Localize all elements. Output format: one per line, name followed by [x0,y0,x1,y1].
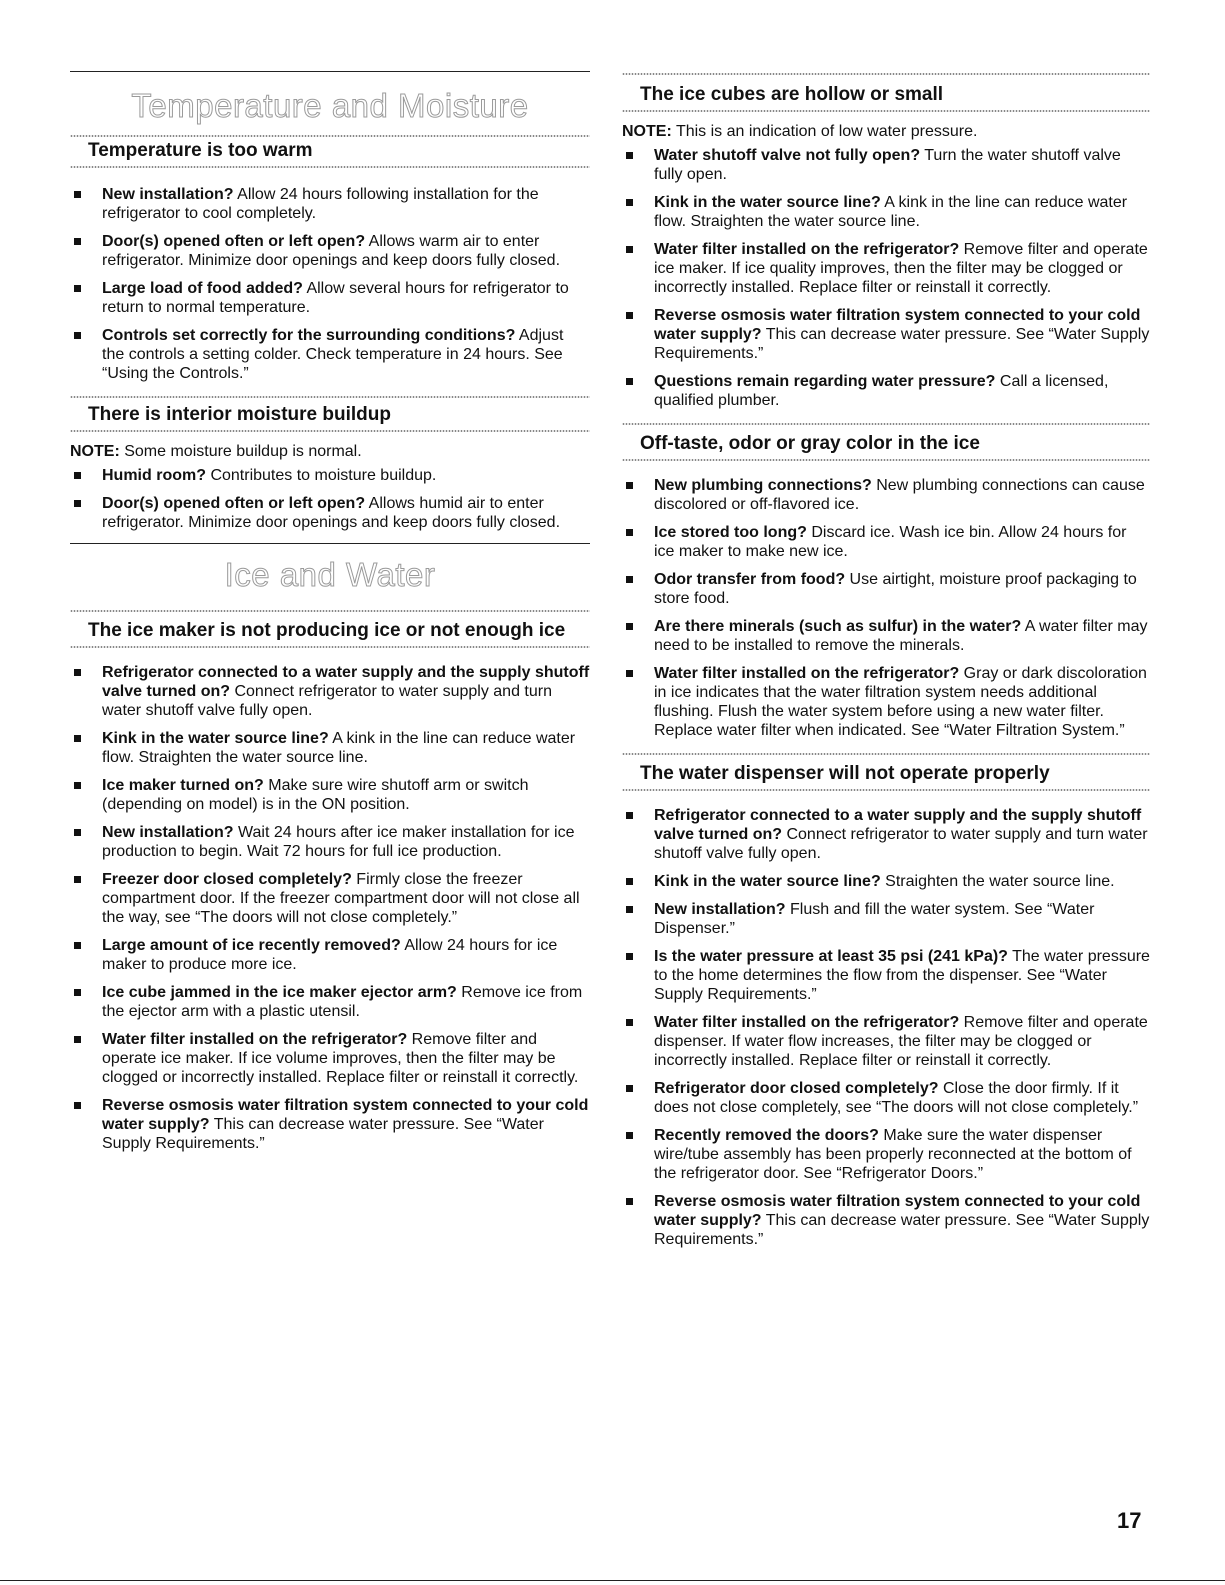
list-item [70,1030,590,1087]
list-ice-maker [70,663,590,1153]
list-item [70,663,590,720]
left-column [70,0,590,1153]
bullet [626,378,633,385]
bullet [626,670,633,677]
dotted-divider [622,458,1150,462]
note-moisture [70,442,590,461]
note-label: NOTE: [70,443,120,460]
list-item [622,476,1150,514]
bullet [626,246,633,253]
item-question: Freezer door closed completely? [102,871,352,888]
item-question: New installation? [102,824,234,841]
bullet [626,312,633,319]
item-question: New plumbing connections? [654,477,872,494]
bullet [626,953,633,960]
bullet [74,238,81,245]
item-answer: Allows humid air to enter refrigerator. Minimize door openings and keep doors fully closed. [102,495,561,531]
bullet [626,482,633,489]
list-item [622,617,1150,655]
list-item [70,232,590,270]
item-answer: New plumbing connections can cause discolored or off-flavored ice. [654,477,1145,513]
item-answer: A water filter may need to be installed to remove the minerals. [654,618,1148,654]
item-answer: Remove ice from the ejector arm with a plastic utensil. [102,984,583,1020]
list-item [70,1096,590,1153]
item-answer: Remove filter and operate ice maker. If ice quality improves, then the filter may be clogged or incorrectly installed. Replace filter or reinstall it correctly. [654,241,1148,296]
list-item [70,279,590,317]
item-question: Water filter installed on the refrigerator? [102,1031,408,1048]
item-answer: Turn the water shutoff valve fully open. [654,147,1121,183]
bullet [74,1102,81,1109]
list-item [622,1192,1150,1249]
bullet [626,1132,633,1139]
list-item [70,494,590,532]
bullet [74,191,81,198]
dotted-divider [622,788,1150,792]
dotted-divider [70,134,590,138]
item-question: Are there minerals (such as sulfur) in the water? [654,618,1022,635]
list-item [622,240,1150,297]
list-item [622,806,1150,863]
dotted-divider [70,395,590,399]
item-question: Water filter installed on the refrigerator? [654,1014,960,1031]
section-title-temperature: Temperature and Moisture [131,87,529,124]
bullet [74,989,81,996]
list-item [70,823,590,861]
item-question: Controls set correctly for the surrounding conditions? [102,327,516,344]
item-answer: A kink in the line can reduce water flow. Straighten the water source line. [102,730,576,766]
item-question: Ice stored too long? [654,524,807,541]
bottom-rule [0,1580,1225,1581]
note-label: NOTE: [622,123,672,140]
list-off-taste [622,476,1150,740]
list-item [70,466,590,485]
item-question: Humid room? [102,467,206,484]
item-answer: A kink in the line can reduce water flow. Straighten the water source line. [654,194,1128,230]
item-question: Odor transfer from food? [654,571,846,588]
list-temperature-too-warm [70,185,590,383]
item-answer: Use airtight, moisture proof packaging to store food. [654,571,1137,607]
item-answer: This can decrease water pressure. See “Water Supply Requirements.” [654,1212,1150,1248]
list-item [70,729,590,767]
item-question: Door(s) opened often or left open? [102,495,366,512]
item-question: Refrigerator connected to a water supply and the supply shutoff valve turned on? [654,807,1142,843]
bullet [74,782,81,789]
item-answer: Wait 24 hours after ice maker installation for ice production to begin. Wait 72 hours for full ice production. [102,824,575,860]
item-answer: Make sure wire shutoff arm or switch (depending on model) is in the ON position. [102,777,529,813]
list-item [622,1013,1150,1070]
item-answer: Call a licensed, qualified plumber. [654,373,1109,409]
bullet [626,576,633,583]
heading-ice-cubes-hollow: The ice cubes are hollow or small [640,84,944,105]
bullet [74,876,81,883]
list-item [70,870,590,927]
list-item [622,1079,1150,1117]
bullet [626,623,633,630]
bullet [74,472,81,479]
bullet [626,529,633,536]
list-interior-moisture [70,466,590,532]
list-item [622,872,1150,891]
list-item [70,936,590,974]
item-question: Ice cube jammed in the ice maker ejector arm? [102,984,457,1001]
item-answer: Allow 24 hours for ice maker to produce more ice. [102,937,558,973]
list-item [622,372,1150,410]
item-answer: Make sure the water dispenser wire/tube assembly has been properly reconnected at the bottom of the refrigerator door. See “Refrigerator Doors.” [654,1127,1132,1182]
dotted-divider [70,165,590,169]
item-answer: Straighten the water source line. [880,873,1115,890]
right-column [622,0,1150,1249]
list-item [70,326,590,383]
top-rule [70,71,590,72]
item-answer: The water pressure to the home determines the flow from the dispenser. See “Water Supply Requirements.” [654,948,1150,1003]
dotted-divider [622,422,1150,426]
item-answer: Allow several hours for refrigerator to return to normal temperature. [102,280,569,316]
dotted-divider [622,72,1150,76]
item-answer: Connect refrigerator to water supply and turn water shutoff valve fully open. [654,826,1148,862]
bullet [626,1019,633,1026]
item-question: Kink in the water source line? [102,730,329,747]
item-answer: Close the door firmly. If it does not close completely, see “The doors will not close completely.” [654,1080,1139,1116]
item-answer: Allow 24 hours following installation for the refrigerator to cool completely. [102,186,539,222]
bullet [626,812,633,819]
item-question: Kink in the water source line? [654,194,881,211]
item-question: Questions remain regarding water pressure? [654,373,996,390]
item-question: Refrigerator connected to a water supply and the supply shutoff valve turned on? [102,664,590,700]
page-number: 17 [1117,1508,1142,1533]
item-question: New installation? [102,186,234,203]
item-answer: Allows warm air to enter refrigerator. Minimize door openings and keep doors fully closed. [102,233,561,269]
item-question: Reverse osmosis water filtration system connected to your cold water supply? [654,1193,1141,1229]
item-answer: Flush and fill the water system. See “Water Dispenser.” [654,901,1095,937]
item-answer: Connect refrigerator to water supply and turn water shutoff valve fully open. [102,683,552,719]
item-answer: Discard ice. Wash ice bin. Allow 24 hours for ice maker to make new ice. [654,524,1127,560]
list-item [70,776,590,814]
item-answer: Gray or dark discoloration in ice indicates that the water filtration system needs additional flushing. Flush the water system before using a new water filter. Replace water filter when indicated. See “Water Filtration System.” [654,665,1147,739]
item-question: Door(s) opened often or left open? [102,233,366,250]
bullet [74,669,81,676]
item-question: Large load of food added? [102,280,303,297]
list-item [622,570,1150,608]
item-question: Refrigerator door closed completely? [654,1080,939,1097]
bullet [74,735,81,742]
item-question: Recently removed the doors? [654,1127,879,1144]
item-question: Reverse osmosis water filtration system connected to your cold water supply? [102,1097,589,1133]
bullet [626,878,633,885]
item-answer: This can decrease water pressure. See “Water Supply Requirements.” [102,1116,544,1152]
item-question: Large amount of ice recently removed? [102,937,401,954]
dotted-divider [70,609,590,613]
heading-water-dispenser: The water dispenser will not operate properly [640,763,1050,784]
list-item [622,664,1150,740]
section-rule [70,543,590,544]
list-item [70,983,590,1021]
list-item [622,193,1150,231]
bullet [626,199,633,206]
list-item [622,947,1150,1004]
dotted-divider [622,752,1150,756]
bullet [626,906,633,913]
item-question: Kink in the water source line? [654,873,881,890]
item-answer: Remove filter and operate dispenser. If water flow increases, the filter may be clogged or incorrectly installed. Replace filter or reinstall it correctly. [654,1014,1148,1069]
heading-interior-moisture: There is interior moisture buildup [88,404,391,425]
item-question: New installation? [654,901,786,918]
list-item [70,185,590,223]
item-answer: This can decrease water pressure. See “Water Supply Requirements.” [654,326,1150,362]
heading-temperature-too-warm: Temperature is too warm [88,140,313,161]
list-item [622,523,1150,561]
bullet [74,500,81,507]
dotted-divider [622,109,1150,113]
list-water-dispenser [622,806,1150,1249]
item-answer: Adjust the controls a setting colder. Check temperature in 24 hours. See “Using the Controls.” [102,327,564,382]
item-question: Is the water pressure at least 35 psi (241 kPa)? [654,948,1008,965]
item-question: Reverse osmosis water filtration system connected to your cold water supply? [654,307,1141,343]
dotted-divider [70,645,590,649]
heading-off-taste: Off-taste, odor or gray color in the ice [640,433,980,454]
note-text: This is an indication of low water pressure. [671,123,978,140]
item-question: Water shutoff valve not fully open? [654,147,921,164]
item-answer: Contributes to moisture buildup. [206,467,437,484]
bullet [74,285,81,292]
bullet [74,1036,81,1043]
note-text: Some moisture buildup is normal. [119,443,362,460]
item-answer: Remove filter and operate ice maker. If ice volume improves, then the filter may be clogged or incorrectly installed. Replace filter or reinstall it correctly. [102,1031,579,1086]
list-item [622,900,1150,938]
list-item [622,306,1150,363]
bullet [74,332,81,339]
bullet [74,942,81,949]
list-ice-cubes-hollow [622,146,1150,410]
item-answer: Firmly close the freezer compartment door. If the freezer compartment door will not close all the way, see “The doors will not close completely.” [102,871,580,926]
list-item [622,1126,1150,1183]
heading-ice-maker: The ice maker is not producing ice or not enough ice [88,620,566,641]
dotted-divider [70,429,590,433]
bullet [626,1198,633,1205]
list-item [622,146,1150,184]
bullet [626,152,633,159]
bullet [626,1085,633,1092]
item-question: Water filter installed on the refrigerator? [654,241,960,258]
item-question: Ice maker turned on? [102,777,264,794]
note-low-pressure [622,122,1150,141]
bullet [74,829,81,836]
item-question: Water filter installed on the refrigerator? [654,665,960,682]
section-title-ice-water: Ice and Water [224,556,436,593]
